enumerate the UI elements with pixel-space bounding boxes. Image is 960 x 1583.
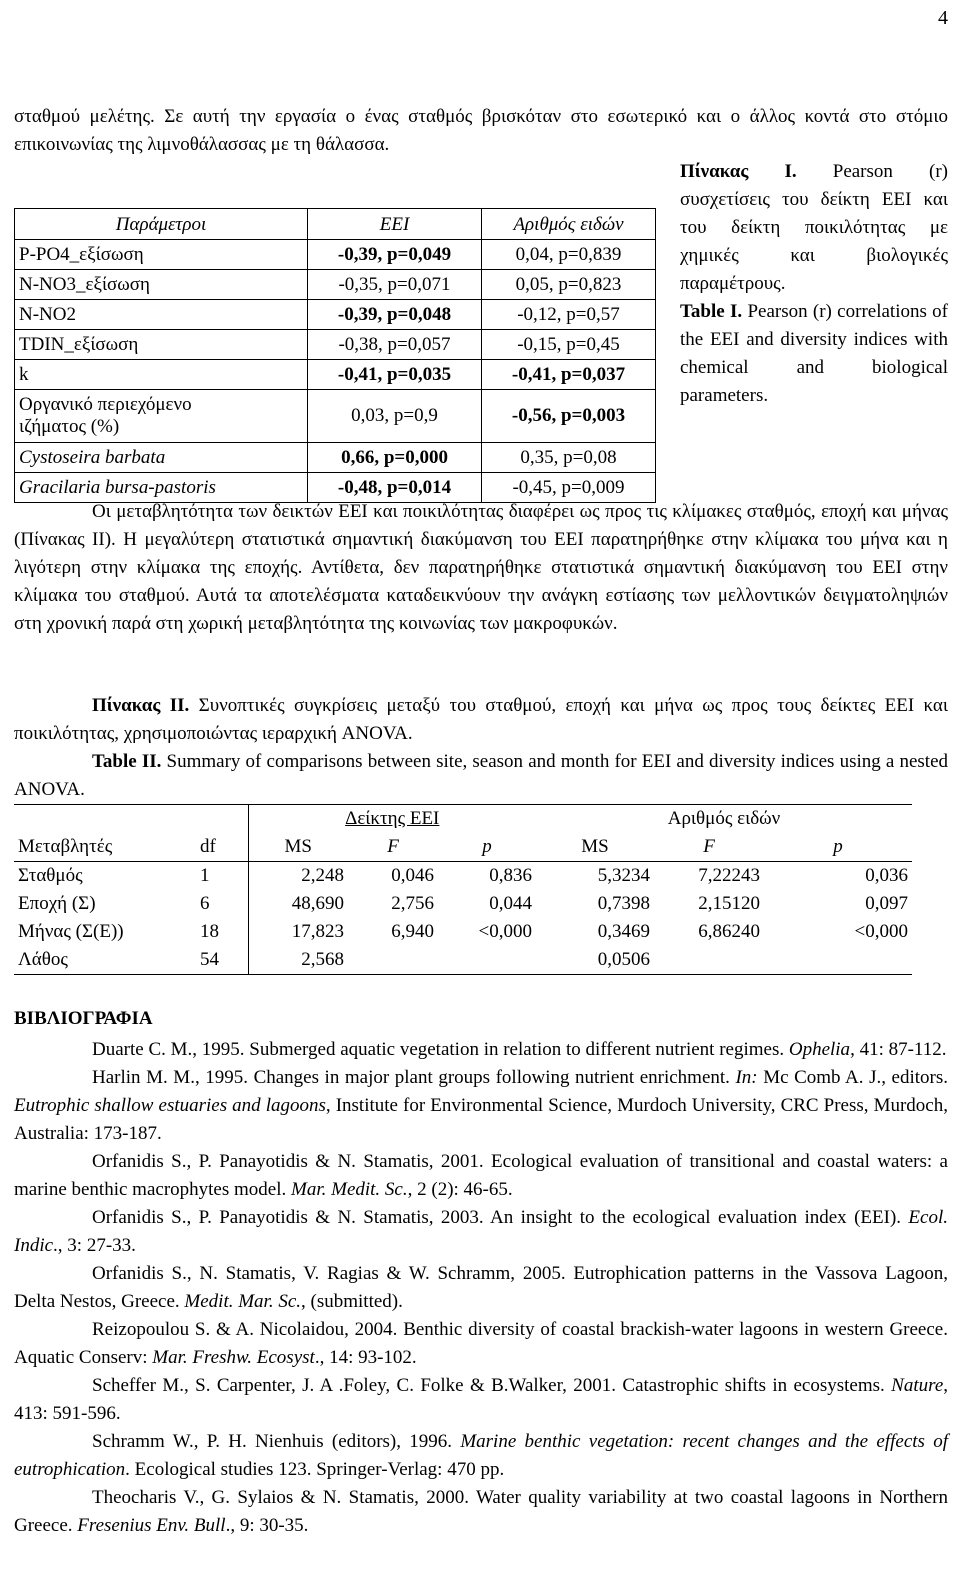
cell-ms: 0,7398 [597,893,650,914]
table-1-header [15,209,656,240]
col-p: p [438,833,536,862]
table-row [15,270,656,300]
cell-ms: 2,568 [248,946,348,975]
cell-p: <0,000 [478,921,532,942]
cell-param-line2: ιζήματος (%) [19,416,120,437]
table-row [14,918,912,946]
cell-f: 6,940 [391,921,434,942]
table-1-caption [680,158,948,410]
group-eei-label: Δείκτης ΕΕΙ [345,808,440,829]
cell-name: Εποχή (Σ) [18,893,96,914]
cell-param: N-NO3_εξίσωση [15,270,308,300]
caption-greek [680,158,948,298]
cell-p: 0,097 [865,893,908,914]
cell-ms: 2,248 [301,865,344,886]
cell-name: Λάθος [14,946,196,975]
cell-eei: -0,39, p=0,049 [308,240,482,270]
ref-text: Mc Comb A. J., editors. [757,1067,948,1088]
table-row [15,443,656,473]
ref-text: Orfanidis S., P. Panayotidis & N. Stamatis, 2003. An insight to the ecological evaluation index (EEI). [92,1207,909,1228]
main-paragraph: Οι μεταβλητότητα των δεικτών ΕΕΙ και ποικιλότητας διαφέρει ως προς τις κλίμακες σταθμός, εποχή και μήνας (Πίνακας ΙΙ). Η μεγαλύτερη στατιστικά σημαντική διακύμανση του ΕΕΙ παρατηρήθηκε στην κλίμακα του μήνα και η λιγότερη στην κλίμακα της εποχής. Αντίθετα, δεν παρατηρήθηκε στατιστικά σημαντική διακύμανση του ΕΕΙ στην κλίμακα του σταθμού. Αυτά τα αποτελέσματα καταδεικνύουν την ανάγκη εστίασης των μελλοντικών δειγματοληψιών στη χρονική παρά στη χωρική μεταβλητότητα της κοινωνίας των μακροφυκών. [14,501,948,634]
cell-p: <0,000 [854,921,908,942]
table-row [14,862,912,891]
cell-p: 0,836 [489,865,532,886]
ref-journal: Mar. Freshw. Ecosyst [152,1347,315,1368]
cell-df: 6 [196,890,248,918]
ref-book-title: Eutrophic shallow estuaries and lagoons [14,1095,326,1116]
col-param: Παράμετροι [15,209,308,240]
table-2-group-header [14,805,912,834]
table-row [14,946,912,975]
cell-f [348,946,438,975]
cell-species: -0,12, p=0,57 [482,300,656,330]
cell-df: 18 [196,918,248,946]
ref-text: Orfanidis S., P. Panayotidis & N. Stamatis, 2001. Ecological evaluation of transitional and coastal waters: a marine benthic macrophytes model. [14,1151,948,1200]
cell-param-line1: Οργανικό περιεχόμενο [19,394,192,415]
reference [14,1260,948,1316]
caption-greek [14,692,948,748]
cell-ms: 0,3469 [597,921,650,942]
ref-text: Orfanidis S., N. Stamatis, V. Ragias & W. Schramm, 2005. Eutrophication patterns in the Vassova Lagoon, Delta Nestos, Greece. [14,1263,948,1312]
table-2 [14,804,912,975]
empty-cell [196,805,248,834]
cell-f: 0,046 [391,865,434,886]
ref-text: Harlin M. M., 1995. Changes in major plant groups following nutrient enrichment. [92,1067,736,1088]
cell-ms: 48,690 [291,893,344,914]
caption-greek-label: Πίνακας ΙΙ. [92,695,190,716]
cell-ms: 0,0506 [536,946,654,975]
table-row [15,390,656,443]
ref-text: ., 9: 30-35. [225,1515,309,1536]
caption-english [680,298,948,410]
ref-text: ., 14: 93-102. [314,1347,417,1368]
reference [14,1036,948,1064]
cell-eei: -0,48, p=0,014 [308,473,482,503]
ref-text: Scheffer M., S. Carpenter, J. A .Foley, C. Folke & B.Walker, 2001. Catastrophic shifts in ecosystems. [92,1375,892,1396]
reference [14,1428,948,1484]
ref-text: Duarte C. M., 1995. Submerged aquatic vegetation in relation to different nutrient regimes. [92,1039,789,1060]
cell-param [15,390,308,443]
ref-text: Theocharis V., G. Sylaios & N. Stamatis, 2000. Water quality variability at two coastal lagoons in Northern Greece. [14,1487,948,1536]
ref-journal: Medit. Mar. Sc. [184,1291,302,1312]
reference [14,1372,948,1428]
table-1 [14,208,656,503]
table-row [15,330,656,360]
group-species [536,805,912,834]
cell-species: -0,15, p=0,45 [482,330,656,360]
col-ms: MS [536,833,654,862]
bibliography-title: ΒΙΒΛΙΟΓΡΑΦΙΑ [14,1008,153,1029]
ref-italic: In: [735,1067,758,1088]
caption-english [14,748,948,804]
ref-journal: Ecol. Indic [14,1207,948,1256]
col-df: df [196,833,248,862]
col-species: Αριθμός ειδών [482,209,656,240]
cell-df: 1 [196,862,248,891]
caption-english-label: Table I. [680,301,743,322]
caption-english-label: Table II. [92,751,162,772]
ref-text: , 41: 87-112. [850,1039,947,1060]
col-f: F [654,833,764,862]
cell-eei: 0,03, p=0,9 [308,390,482,443]
ref-journal: Mar. Medit. Sc. [291,1179,408,1200]
col-variables: Μεταβλητές [14,833,196,862]
col-eei: ΕΕΙ [308,209,482,240]
group-eei [248,805,536,834]
cell-species: -0,41, p=0,037 [482,360,656,390]
cell-species: -0,56, p=0,003 [482,390,656,443]
reference [14,1204,948,1260]
reference [14,1484,948,1540]
ref-journal: Fresenius Env. Bull [77,1515,226,1536]
cell-f: 7,22243 [698,865,760,886]
table-row [15,240,656,270]
reference [14,1148,948,1204]
ref-text: Schramm W., P. H. Nienhuis (editors), 1996. [92,1431,461,1452]
reference [14,1064,948,1148]
col-f: F [348,833,438,862]
cell-species: 0,35, p=0,08 [482,443,656,473]
reference [14,1316,948,1372]
cell-f: 6,86240 [698,921,760,942]
cell-param: Gracilaria bursa-pastoris [15,473,308,503]
cell-p: 0,036 [865,865,908,886]
caption-english-text: Pearson (r) correlations of the EEI and diversity indices with chemical and biological parameters. [680,301,948,406]
empty-cell [14,805,196,834]
ref-text: . Ecological studies 123. Springer-Verlag: 470 pp. [125,1459,505,1480]
cell-df: 54 [196,946,248,975]
col-p: p [764,833,912,862]
intro-paragraph: σταθμού μελέτης. Σε αυτή την εργασία ο ένας σταθμός βρισκόταν στο εσωτερικό και ο άλλος κοντά στο στόμιο επικοινωνίας της λιμνοθάλασσας με τη θάλασσα. [14,106,948,155]
cell-eei: -0,41, p=0,035 [308,360,482,390]
page-number: 4 [938,7,948,29]
ref-journal: Ophelia [788,1039,851,1060]
table-2-header [14,833,912,862]
ref-text: Reizopoulou S. & A. Nicolaidou, 2004. Benthic diversity of coastal brackish-water lagoons in western Greece. Aquatic Conserv: [14,1319,948,1368]
cell-name: Μήνας (Σ(Ε)) [18,921,124,942]
table-row [15,360,656,390]
ref-journal: Nature [891,1375,944,1396]
cell-f: 2,15120 [698,893,760,914]
cell-species: 0,04, p=0,839 [482,240,656,270]
ref-book-title: Marine benthic vegetation: recent changes and the effects of eutrophication [14,1431,948,1480]
bibliography [14,1036,948,1540]
ref-text: , Institute for Environmental Science, Murdoch University, CRC Press, Murdoch, Australia: 173-187. [14,1095,948,1144]
cell-ms: 17,823 [291,921,344,942]
cell-f: 2,756 [391,893,434,914]
cell-f [654,946,764,975]
cell-eei: -0,38, p=0,057 [308,330,482,360]
cell-species: -0,45, p=0,009 [482,473,656,503]
cell-param: k [15,360,308,390]
cell-eei: -0,35, p=0,071 [308,270,482,300]
cell-name: Σταθμός [18,865,83,886]
ref-text: ., 3: 27-33. [53,1235,136,1256]
cell-param: TDIN_εξίσωση [15,330,308,360]
cell-ms: 5,3234 [597,865,650,886]
caption-greek-text: Pearson (r) συσχετίσεις του δείκτη ΕΕΙ και του δείκτη ποικιλότητας με χημικές και βιολογικές παραμέτρους. [680,161,948,294]
cell-eei: -0,39, p=0,048 [308,300,482,330]
caption-greek-label: Πίνακας Ι. [680,161,797,182]
group-species-label: Αριθμός ειδών [667,808,781,829]
cell-p [438,946,536,975]
cell-species: 0,05, p=0,823 [482,270,656,300]
cell-param: N-NO2 [15,300,308,330]
col-ms: MS [248,833,348,862]
cell-p [764,946,912,975]
caption-english-text: Summary of comparisons between site, season and month for EEI and diversity indices using a nested ANOVA. [14,751,948,800]
cell-param: Cystoseira barbata [15,443,308,473]
table-2-caption [14,692,948,804]
cell-p: 0,044 [489,893,532,914]
cell-param: P-PO4_εξίσωση [15,240,308,270]
table-row [14,890,912,918]
cell-eei: 0,66, p=0,000 [308,443,482,473]
ref-text: , 2 (2): 46-65. [407,1179,513,1200]
ref-text: , (submitted). [301,1291,403,1312]
caption-greek-text: Συνοπτικές συγκρίσεις μεταξύ του σταθμού, εποχή και μήνα ως προς τους δείκτες ΕΕΙ και ποικιλότητας, χρησιμοποιώντας ιεραρχική ANOVA. [14,695,949,744]
ref-text: , 413: 591-596. [14,1375,948,1424]
table-row [15,300,656,330]
